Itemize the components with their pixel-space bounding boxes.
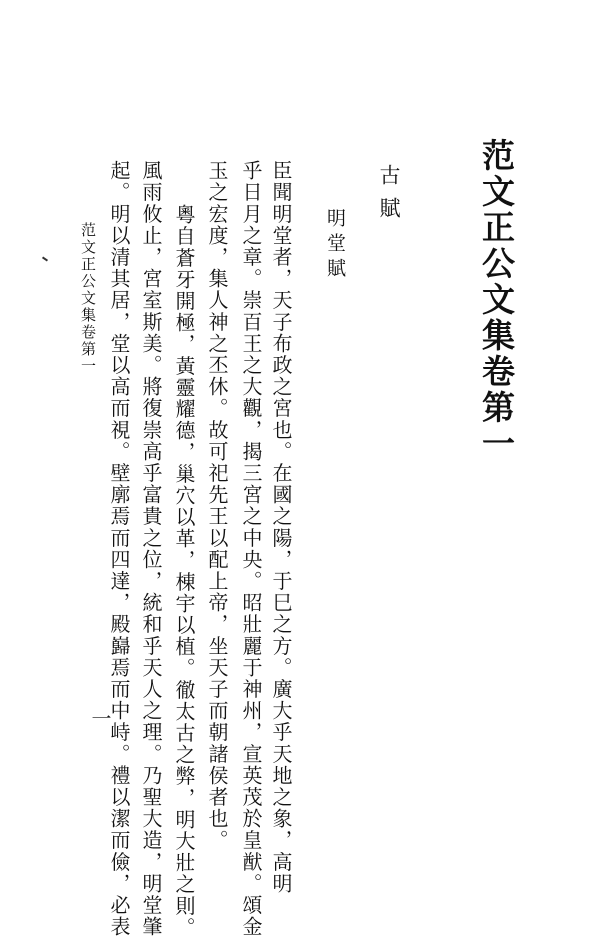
body-line-5: 風雨攸止，宮室斯美。將復崇高乎富貴之位，統和乎天人之理。乃聖大造，明堂肇	[139, 160, 163, 938]
body-line-2: 乎日月之章。崇百王之大觀，揭三宮之中央。昭壯麗于神州，宣英茂於皇猷。頌金	[239, 160, 263, 938]
ink-speck	[42, 256, 48, 261]
body-line-3: 玉之宏度，集人神之丕休。故可祀先王以配上帝，坐天子而朝諸侯者也。	[205, 160, 229, 852]
body-line-6: 起。明以清其居，堂以高而視。壁廓焉而四達，殿巋焉而中峙。禮以潔而儉，必表	[107, 160, 131, 938]
book-title: 范文正公文集卷第一	[477, 138, 516, 462]
running-head: 范文正公文集卷第一	[79, 222, 97, 375]
body-line-4: 粵自蒼牙開極，黃靈耀德，巢穴以革，棟宇以植。徹太古之弊，明大壯之則。	[172, 204, 196, 938]
piece-title: 明堂賦	[324, 208, 346, 283]
page-number: 一	[88, 708, 112, 728]
section-heading: 古賦	[377, 164, 401, 230]
body-line-1: 臣聞明堂者，天子布政之宮也。在國之陽，于巳之方。廣大乎天地之象，高明	[269, 160, 293, 895]
